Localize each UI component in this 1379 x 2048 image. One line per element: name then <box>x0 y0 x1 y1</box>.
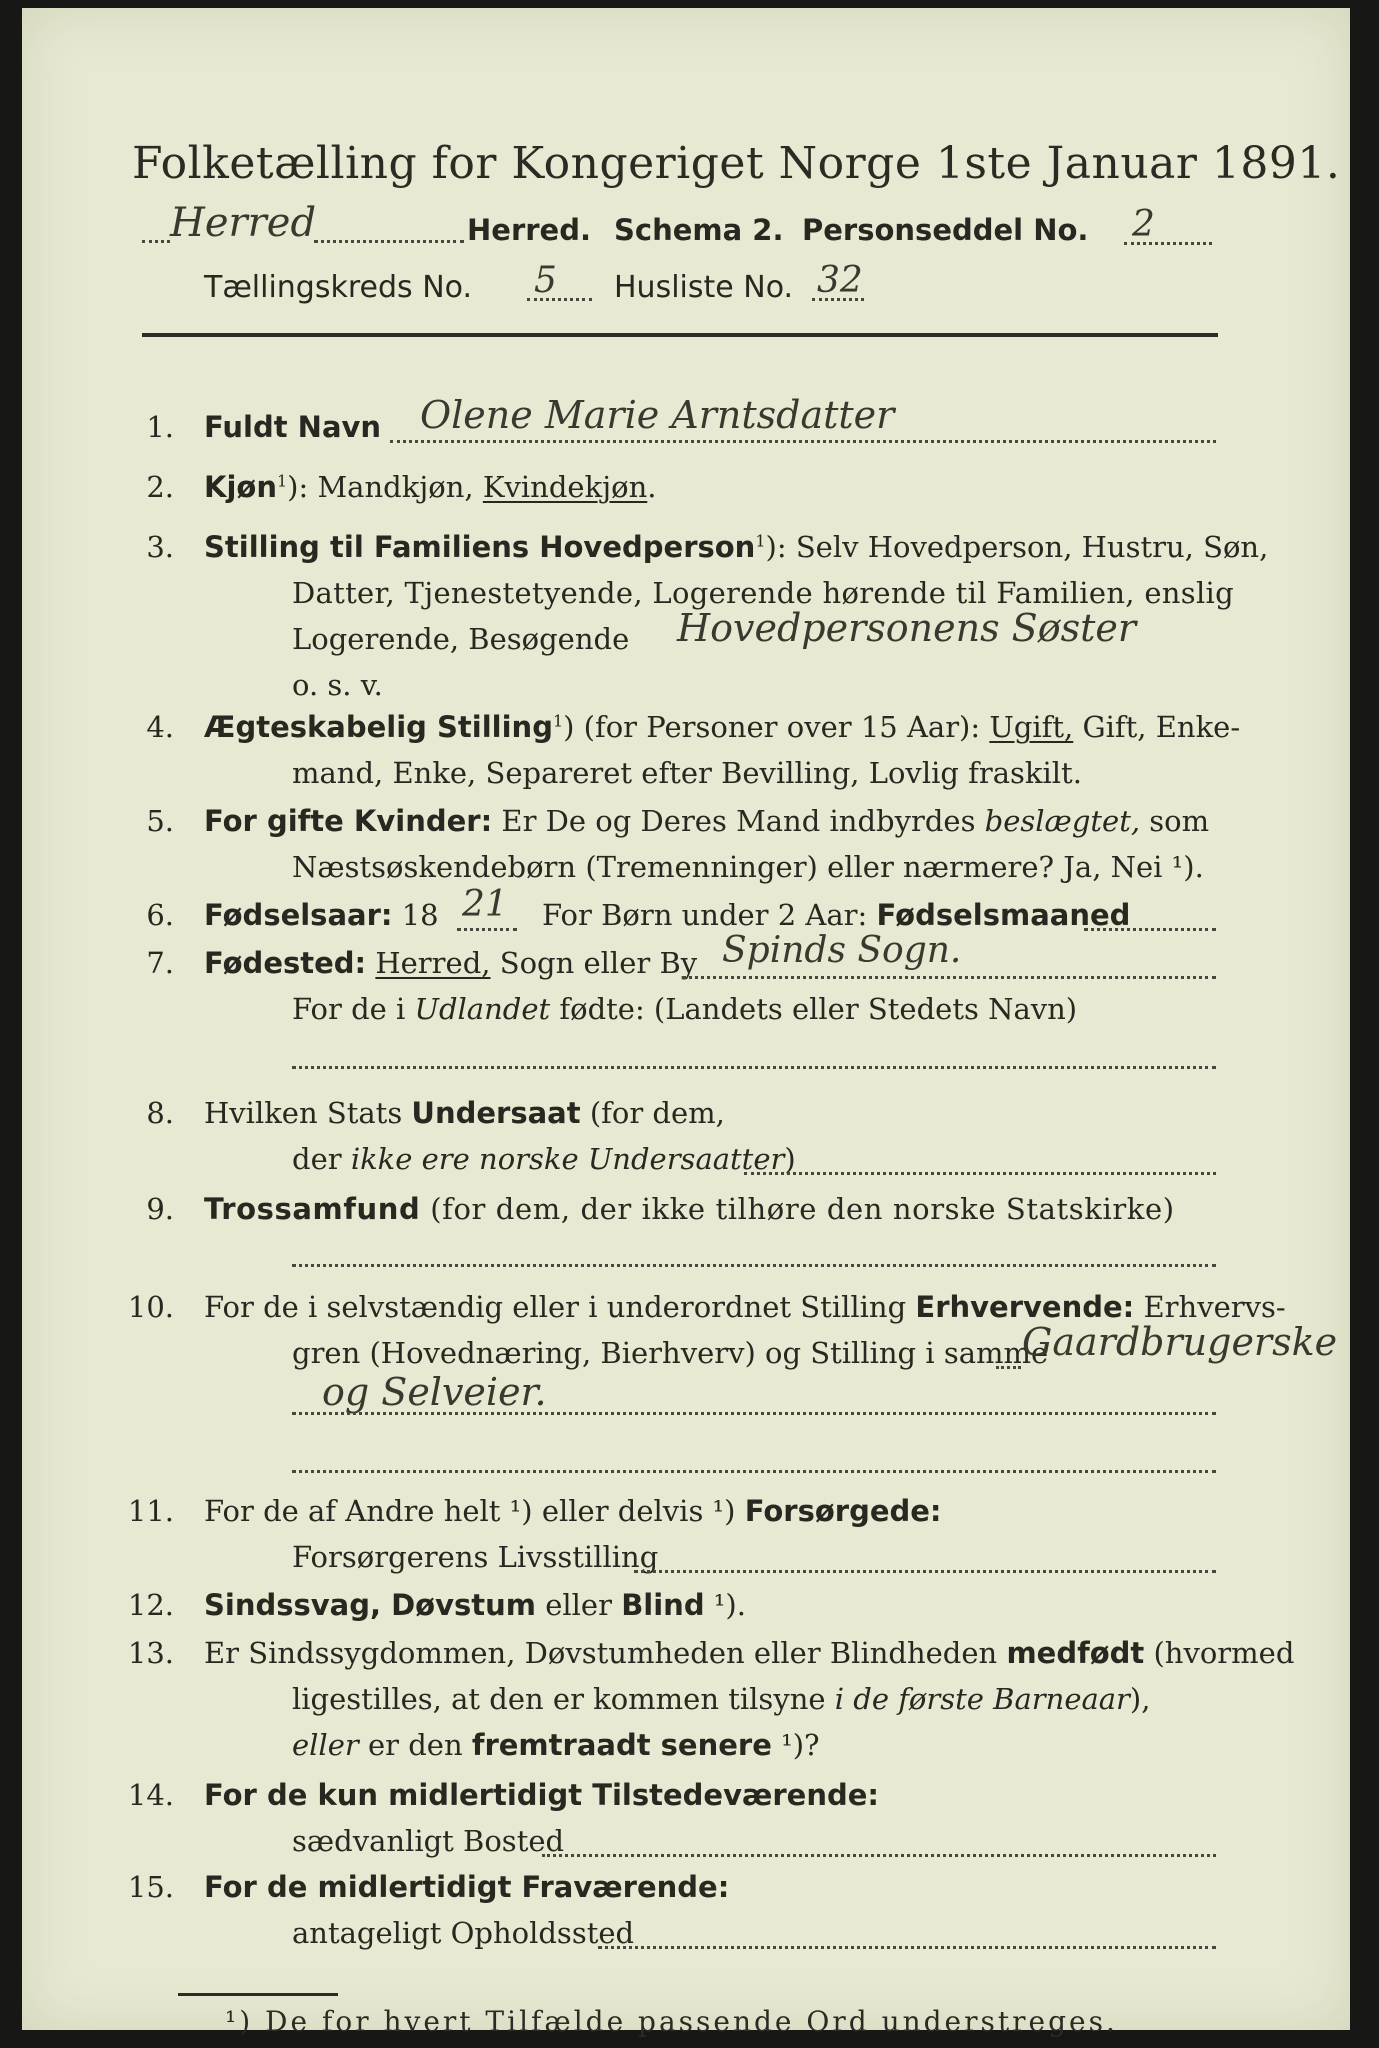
q10-line2: gren (Hovednæring, Bierhverv) og Stilling i samme <box>292 1336 1049 1370</box>
q5-number: 5. <box>146 804 174 838</box>
q4-number: 4. <box>146 710 174 744</box>
q11-line1: For de af Andre helt ¹) eller delvis ¹) Forsørgede: <box>204 1494 942 1528</box>
herred-label: Herred. <box>467 213 591 247</box>
q3-line4: o. s. v. <box>292 668 383 702</box>
q13-number: 13. <box>127 1636 174 1670</box>
q14-label: For de kun midlertidigt Tilstedeværende: <box>204 1778 880 1812</box>
q7-line2: For de i Udlandet fødte: (Landets eller Stedets Navn) <box>292 992 1078 1026</box>
q7-value: Spinds Sogn. <box>722 930 962 971</box>
q4-line2: mand, Enke, Separeret efter Bevilling, Lovlig fraskilt. <box>292 756 1082 790</box>
q9-number: 9. <box>146 1192 174 1226</box>
q3-line1: Stilling til Familiens Hovedperson$^1$): Selv Hovedperson, Hustru, Søn, <box>204 530 1269 564</box>
tellingskreds-label: Tællingskreds No. <box>204 270 472 305</box>
q9-line: Trossamfund (for dem, der ikke tilhøre den norske Statskirke) <box>204 1192 1175 1226</box>
q4-line1: Ægteskabelig Stilling$^1$) (for Personer over 15 Aar): Ugift, Gift, Enke- <box>204 710 1241 744</box>
footnote-rule <box>178 1993 338 1996</box>
q7-line1: Fødested: Herred, Sogn eller By <box>204 946 698 980</box>
q6-line: Fødselsaar: 18 <box>204 898 439 932</box>
header-rule <box>142 333 1218 337</box>
q13-line3: eller er den fremtraadt senere ¹)? <box>292 1728 820 1762</box>
q11-number: 11. <box>127 1494 174 1528</box>
q10-value1: Gaardbrugerske <box>1022 1320 1338 1364</box>
q6-number: 6. <box>146 898 174 932</box>
q13-line1: Er Sindssygdommen, Døvstumheden eller Blindheden medfødt (hvormed <box>204 1636 1295 1670</box>
q10-value2: og Selveier. <box>322 1370 547 1414</box>
q6-value: 21 <box>462 884 508 925</box>
q15-label: For de midlertidigt Fraværende: <box>204 1870 730 1904</box>
q10-number: 10. <box>127 1290 174 1324</box>
q2-line: Kjøn$^1$): Mandkjøn, Kvindekjøn. <box>204 470 657 504</box>
q3-line3: Logerende, Besøgende <box>292 622 630 656</box>
q3-value: Hovedpersonens Søster <box>677 606 1137 650</box>
q1-number: 1. <box>146 410 174 444</box>
q10-line1: For de i selvstændig eller i underordnet Stilling Erhvervende: Erhvervs- <box>204 1290 1286 1324</box>
q2-number: 2. <box>146 470 174 504</box>
footnote: ¹) De for hvert Tilfælde passende Ord understreges. <box>225 2005 1118 2038</box>
q12-number: 12. <box>127 1588 174 1622</box>
personseddel-value: 2 <box>1132 204 1155 245</box>
q11-line2: Forsørgerens Livsstilling <box>292 1540 659 1574</box>
q3-line2: Datter, Tjenestetyende, Logerende hørende til Familien, enslig <box>292 576 1234 610</box>
herred-value: Herred <box>170 200 317 246</box>
q6-line-b: For Børn under 2 Aar: Fødselsmaaned <box>542 898 1131 932</box>
q4-selected-ugift: Ugift, <box>989 710 1074 744</box>
q2-selected-kvindekjon: Kvindekjøn <box>482 470 648 504</box>
personseddel-label: Personseddel No. <box>802 213 1089 247</box>
q1-value: Olene Marie Arntsdatter <box>420 393 895 437</box>
q15-number: 15. <box>127 1870 174 1904</box>
husliste-label: Husliste No. <box>614 270 794 305</box>
q5-line1: For gifte Kvinder: Er De og Deres Mand indbyrdes beslægtet, som <box>204 804 1210 838</box>
q7-number: 7. <box>146 946 174 980</box>
q14-number: 14. <box>127 1778 174 1812</box>
q5-line2: Næstsøskendebørn (Tremenninger) eller nærmere? Ja, Nei ¹). <box>292 850 1204 884</box>
q8-number: 8. <box>146 1096 174 1130</box>
q8-line2: der ikke ere norske Undersaatter) <box>292 1142 796 1176</box>
q15-line2: antageligt Opholdssted <box>292 1916 635 1950</box>
q1-label: Fuldt Navn <box>204 410 382 444</box>
q13-line2: ligestilles, at den er kommen tilsyne i de første Barneaar), <box>292 1682 1151 1716</box>
q14-line2: sædvanligt Bosted <box>292 1824 565 1858</box>
q3-number: 3. <box>146 530 174 564</box>
q7-selected-herred: Herred, <box>375 946 491 980</box>
tellingskreds-value: 5 <box>534 260 557 301</box>
q8-line1: Hvilken Stats Undersaat (for dem, <box>204 1096 725 1130</box>
schema-label: Schema 2. <box>614 213 784 247</box>
form-title: Folketælling for Kongeriget Norge 1ste Januar 1891. <box>132 138 1341 189</box>
q12-line: Sindssvag, Døvstum eller Blind ¹). <box>204 1588 746 1622</box>
census-form-sheet <box>22 8 1350 2030</box>
husliste-value: 32 <box>817 260 863 301</box>
